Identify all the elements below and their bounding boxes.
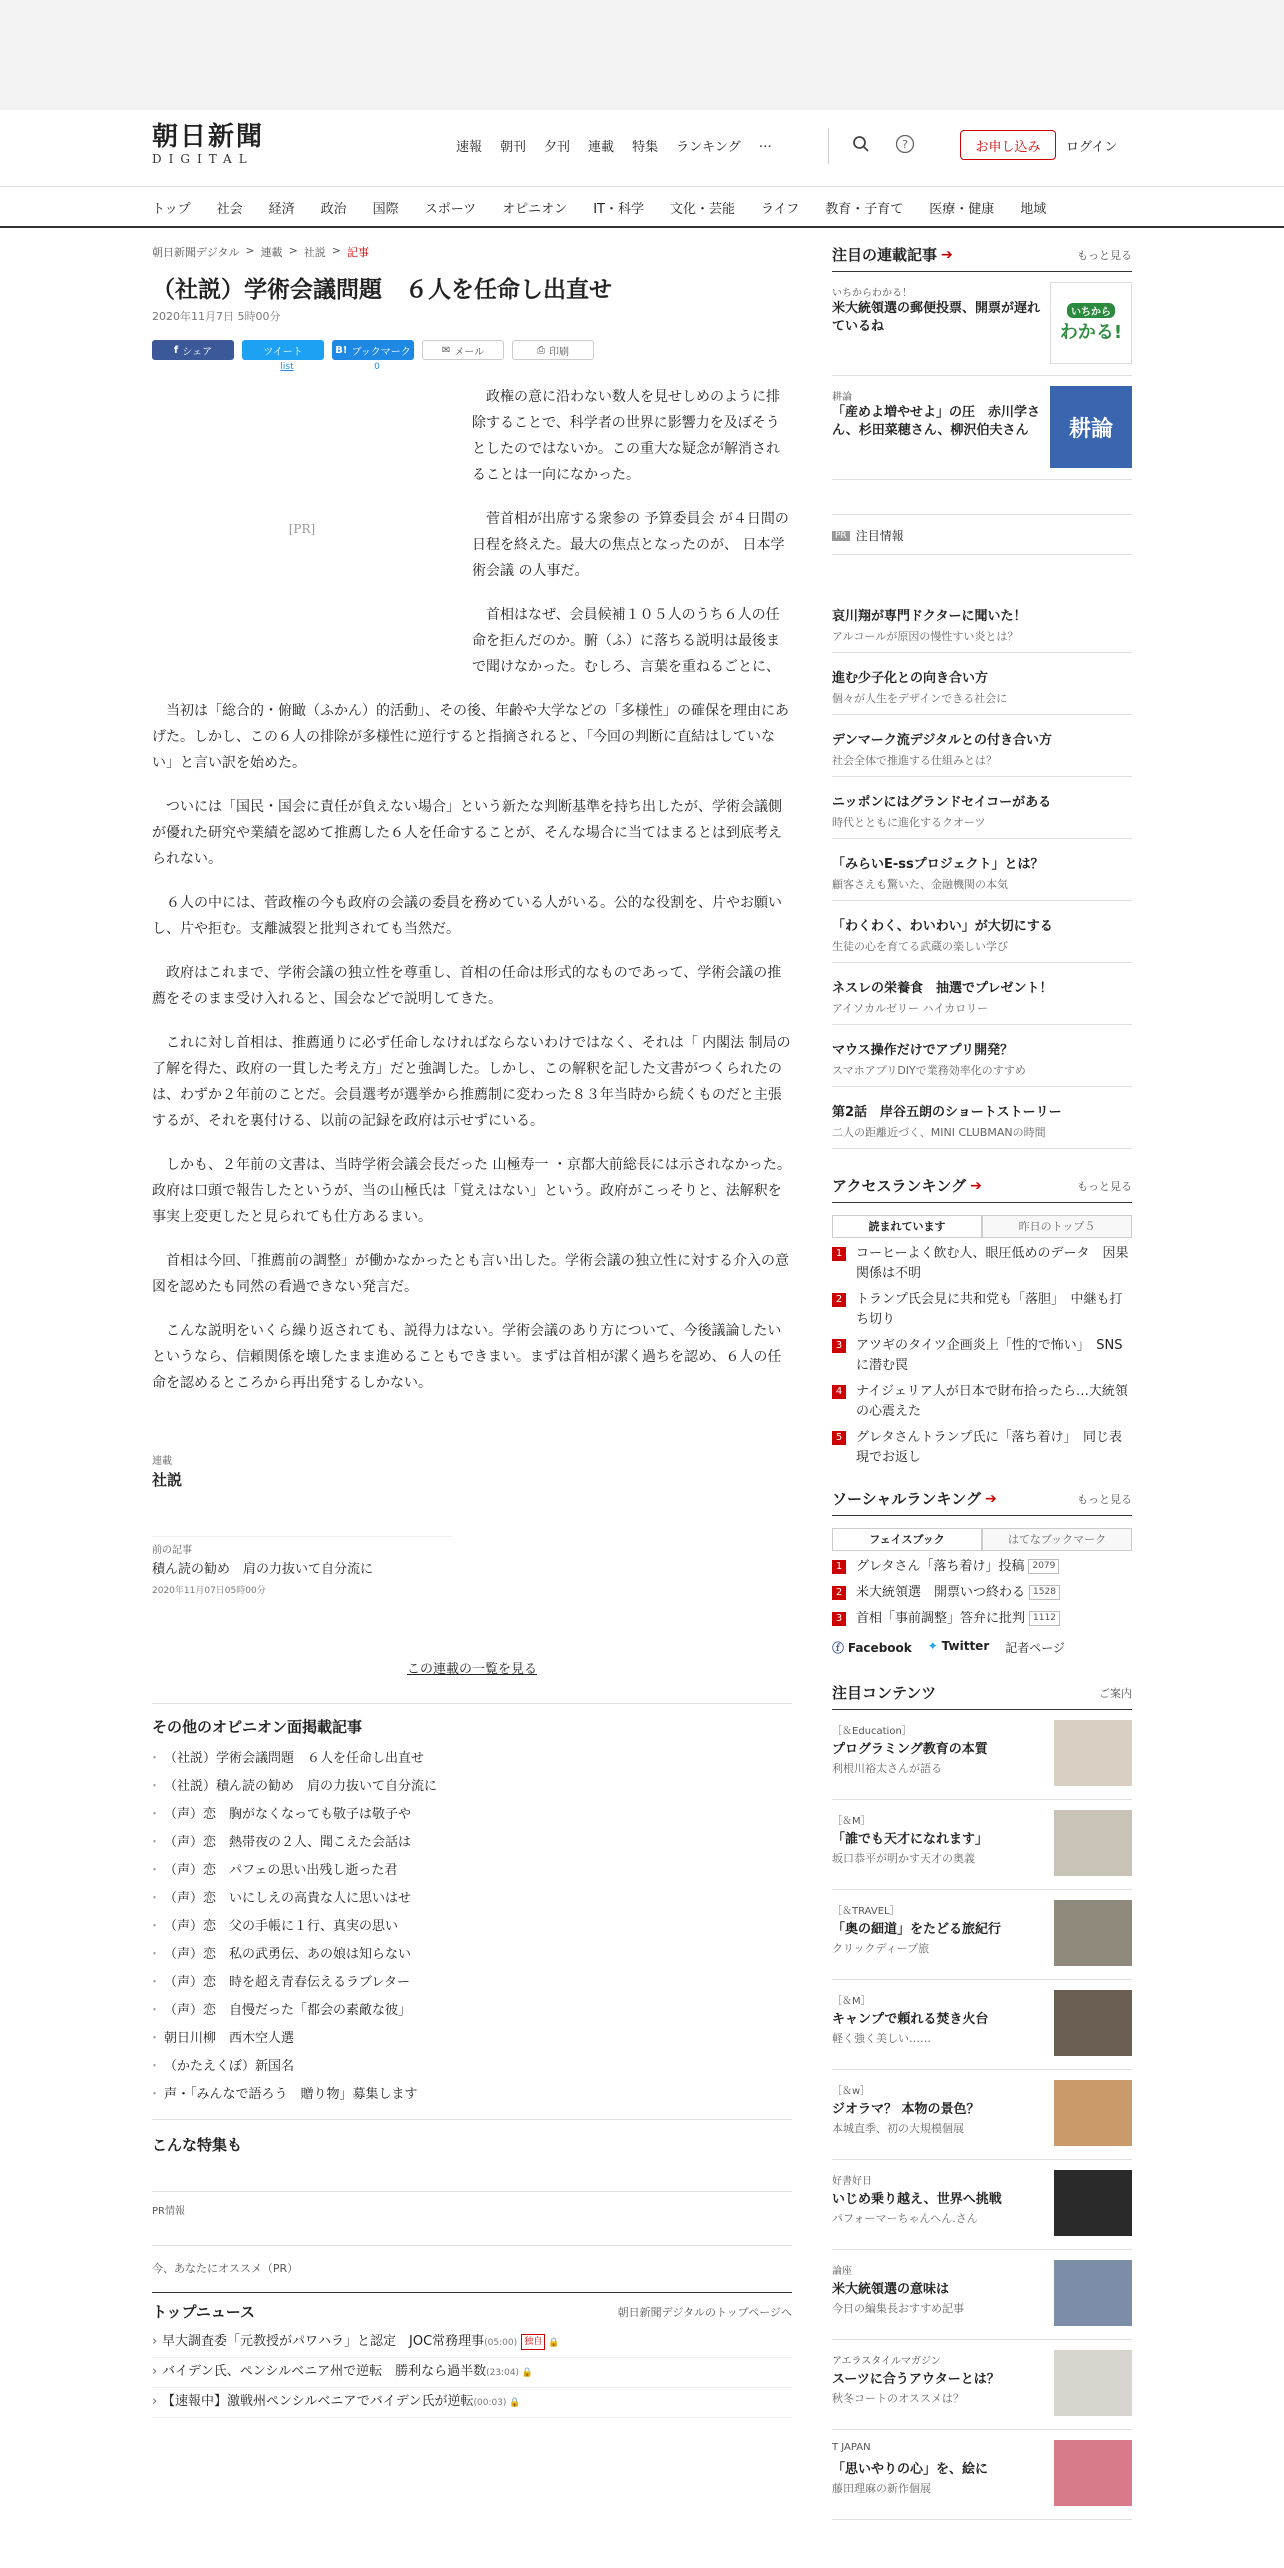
content-desc: 軽く強く美しい…… (832, 2032, 931, 2045)
breadcrumb-editorial[interactable]: 社説 (303, 246, 326, 259)
social-ranking-item[interactable] (832, 1557, 1132, 1577)
other-article-link[interactable]: ・ （声）恋 父の手帳に１行、真実の思い (152, 1913, 792, 1941)
ranking-item[interactable] (832, 1336, 1132, 1376)
print-icon: ⎙ (537, 344, 545, 356)
rank-number: 3 (832, 1612, 846, 1626)
content-title[interactable]: ジオラマ？ 本物の景色？ (832, 2102, 980, 2117)
focus-item-category: 耕論 (832, 392, 852, 403)
rank-number: 2 (832, 1586, 846, 1600)
content-title[interactable]: いじめ乗り越え、世界へ挑戦 (832, 2192, 1002, 2207)
pr-list (832, 591, 1132, 1149)
ranking-text[interactable]: アツギのタイツ企画炎上「性的で怖い」 SNSに潜む罠 (856, 1338, 1123, 1373)
pr-info-label: PR情報 (152, 2191, 792, 2217)
pr-info-title[interactable]: 「みらいE-ssプロジェクト」とは？ (832, 857, 1044, 872)
cat-culture[interactable]: 文化・芸能 (669, 202, 735, 217)
topnav-series[interactable]: 連載 (588, 140, 615, 155)
pr-info-title[interactable]: 第2話 岸谷五朗のショートストーリー (832, 1105, 1062, 1120)
rank-number: 2 (832, 1293, 846, 1307)
feature-section (152, 2119, 792, 2276)
featured-contents (832, 1682, 1132, 2520)
mail-share-button[interactable]: ✉ メール (422, 340, 504, 360)
topnav-feature[interactable]: 特集 (632, 140, 659, 155)
exclusive-badge: 独自 (521, 2334, 545, 2350)
topnav-more[interactable]: … (758, 136, 772, 151)
tweet-count[interactable]: list (280, 362, 294, 372)
content-image[interactable] (1054, 2350, 1132, 2416)
other-article-link[interactable]: ・ 朝日川柳 西木空人選 (152, 2025, 792, 2053)
ranking-text[interactable]: コーヒーよく飲む人、眼圧低めのデータ 因果関係は不明 (856, 1246, 1129, 1281)
content-title[interactable]: 米大統領選の意味は (832, 2282, 950, 2297)
article-paragraph: ついには「国民・国会に責任が負えない場合」という新たな判断基準を持ち出したが、学術会議側が優れた研究や業績を認めて推薦した６人を任命することが、そんな場合に当てはまるとは到底考えられない。 (152, 799, 782, 867)
cat-life[interactable]: ライフ (760, 202, 800, 217)
twitter-share-button[interactable]: ツイート (242, 340, 324, 360)
article-title: （社説）学術会議問題 ６人を任命し出直せ (152, 276, 612, 303)
share-counts (152, 362, 792, 372)
prev-title[interactable]: 積ん読の勧め 肩の力抜いて自分流に (152, 1562, 374, 1577)
prev-label: 前の記事 (152, 1545, 192, 1556)
topnews-item[interactable] (152, 2388, 792, 2418)
pr-info-item[interactable] (832, 1087, 1132, 1149)
focus-item-category: いちからわかる！ (832, 288, 912, 299)
content-title[interactable]: 「奥の細道」をたどる旅紀行 (832, 1922, 1002, 1937)
content-item[interactable] (832, 2250, 1132, 2340)
top-news (152, 2292, 792, 2418)
cat-sports[interactable]: スポーツ (424, 202, 477, 217)
other-article-link[interactable]: ・ （声）恋 自慢だった「都会の素敵な彼」 (152, 1997, 792, 2025)
twitter-link[interactable]: ✦ Twitter (927, 1639, 990, 1653)
social-ranking-text[interactable]: 米大統領選 開票いつ終わる (856, 1585, 1026, 1600)
pr-info-item[interactable] (832, 839, 1132, 901)
access-more-link[interactable]: もっと見る (1077, 1179, 1132, 1193)
content-category: T JAPAN (832, 2442, 871, 2453)
content-desc: パフォーマーちゃんへん.さん (832, 2212, 978, 2225)
social-links (832, 1639, 1132, 1656)
ranking-item[interactable] (832, 1290, 1132, 1330)
topnews-item[interactable] (152, 2328, 792, 2358)
content-desc: 利根川裕太さんが語る (832, 1762, 942, 1775)
content-title[interactable]: 「誰でも天才になれます」 (832, 1832, 989, 1847)
content-category: ［＆Education］ (832, 1726, 912, 1737)
pr-info-desc: 時代とともに進化するクオーツ (832, 816, 986, 829)
pr-info-title[interactable]: 「わくわく、わいわい」が大切にする (832, 919, 1053, 934)
arrow-right-icon: ➔ (941, 246, 953, 263)
hatena-bookmark-button[interactable]: B! ブックマーク (332, 340, 414, 360)
pr-info-desc: 生徒の心を育てる武蔵の楽しい学び (832, 940, 1008, 953)
social-ranking (832, 1488, 1132, 1656)
content-desc: 秋冬コートのオススメは？ (832, 2392, 964, 2405)
content-title[interactable]: スーツに合うアウターとは？ (832, 2372, 1000, 2387)
article-body (152, 384, 792, 1396)
twitter-icon: ✦ (927, 1639, 938, 1653)
content-desc: 今日の編集長おすすめ記事 (832, 2302, 965, 2315)
facebook-link[interactable]: ⓕ Facebook (832, 1641, 912, 1655)
content-category: ［＆w］ (832, 2086, 871, 2097)
content-category: 好書好日 (832, 2176, 872, 2187)
rank-number: 4 (832, 1385, 846, 1399)
cat-education[interactable]: 教育・子育て (825, 202, 904, 217)
topnews-text[interactable]: 早大調査委「元教授がパワハラ」と認定 JOC常務理事 (162, 2334, 485, 2349)
topnav-evening[interactable]: 夕刊 (544, 140, 571, 155)
social-ranking-text[interactable]: グレタさん「落ち着け」投稿 (856, 1559, 1025, 1574)
content-image[interactable] (1054, 1810, 1132, 1876)
pr-info-desc: 個々が人生をデザインできる社会に (832, 692, 1008, 705)
rank-number: 3 (832, 1339, 846, 1353)
access-title: アクセスランキング (832, 1177, 967, 1195)
feature-title: こんな特集も (152, 2136, 243, 2154)
access-ranking (832, 1175, 1132, 1468)
article-paragraph: これに対し首相は、推薦通りに必ず任命しなければならないわけではなく、それは「 内閣法 制局の了解を得た、政府の一貫した考え方」だと強調した。しかし、この解釈を記した文書がつくられたのは、わずか２年前のことだ。会員選考が選挙から推薦制に変わった８３年当時から続くものだと主張するが、それを裏付ける、以前の記録を政府は示せずにいる。 (152, 1035, 791, 1129)
top-ad-banner (0, 0, 1284, 110)
content-item[interactable] (832, 2340, 1132, 2430)
contents-title: 注目コンテンツ (832, 1684, 937, 1702)
series-category: 連載 (152, 1456, 172, 1467)
recommended-label: 今、あなたにオススメ（PR） (152, 2245, 792, 2276)
content-image[interactable] (1054, 2170, 1132, 2236)
series-list-link[interactable]: この連載の一覧を見る (406, 1662, 537, 1677)
focus-item-image[interactable]: 耕論 (1050, 386, 1132, 468)
article-paragraph: 政権の意に沿わない数人を見せしめのように排除することで、科学者の世界に影響力を及ぼそうとしたのではないか。この重大な疑念が解消されることは一向になかった。 (472, 389, 780, 483)
article-paragraph: 首相はなぜ、会員候補１０５人のうち６人の任命を拒んだのか。腑（ふ）に落ちる説明は最後まで聞けなかった。むしろ、言葉を重ねるごとに、 (472, 607, 780, 675)
other-article-link[interactable]: ・ （声）恋 パフェの思い出残し逝った君 (152, 1857, 792, 1885)
content-category: アエラスタイルマガジン (832, 2356, 941, 2367)
article-paragraph: ６人の中には、菅政権の今も政府の会議の委員を務めている人がいる。公的な役割を、片やお願いし、片や拒む。支離滅裂と批判されても当然だ。 (152, 895, 782, 937)
content-image[interactable] (1054, 1990, 1132, 2056)
cat-opinion[interactable]: オピニオン (502, 202, 568, 217)
article-paragraph: 菅首相が出席する衆参の 予算委員会 が４日間の日程を終えた。最大の焦点となったのが、 日本学術会議 の人事だ。 (472, 511, 789, 579)
content-desc: 本城直季、初の大規模個展 (832, 2122, 964, 2135)
cat-international[interactable]: 国際 (372, 202, 399, 217)
pr-info-desc: 顧客さえも驚いた、金融機関の本気 (832, 878, 1008, 891)
breadcrumb-home[interactable]: 朝日新聞デジタル (152, 246, 240, 259)
content-item[interactable] (832, 1980, 1132, 2070)
pr-info-desc: 社会全体で推進する仕組みとは？ (832, 754, 997, 767)
pr-head-label: 注目情報 (855, 529, 904, 543)
ranking-item[interactable] (832, 1244, 1132, 1284)
arrow-right-icon: ➔ (970, 1177, 982, 1194)
rank-number: 5 (832, 1431, 846, 1445)
signup-button[interactable]: お申し込み (960, 130, 1056, 160)
prev-date: 2020年11月07日05時00分 (152, 1586, 266, 1596)
previous-article[interactable] (152, 1536, 452, 1596)
category-nav (0, 186, 1284, 228)
search-icon[interactable] (850, 133, 872, 155)
other-article-link[interactable]: ・ （声）恋 胸がなくなっても敬子は敬子や (152, 1801, 792, 1829)
other-title: その他のオピニオン面掲載記事 (152, 1718, 363, 1736)
content-item[interactable] (832, 2160, 1132, 2250)
pr-info-title[interactable]: 哀川翔が専門ドクターに聞いた！ (832, 609, 1027, 624)
tab-yesterday-top5[interactable]: 昨日のトップ５ (982, 1215, 1132, 1237)
ranking-item[interactable] (832, 1382, 1132, 1422)
topnews-title: トップニュース (152, 2303, 256, 2321)
pr-info-title[interactable]: 進む少子化との向き合い方 (832, 671, 989, 686)
topnews-text[interactable]: 【速報中】激戦州ペンシルベニアでバイデン氏が逆転 (162, 2394, 474, 2409)
tab-most-read[interactable]: 読まれています (832, 1215, 982, 1237)
content-desc: クリックディープ旅 (832, 1942, 930, 1955)
cat-politics[interactable]: 政治 (320, 202, 347, 217)
lock-icon: 🔒 (545, 2338, 560, 2348)
bookmark-count[interactable]: 0 (374, 362, 380, 372)
site-header (0, 110, 1284, 178)
pr-info-desc: アイソカルゼリー ハイカロリー (832, 1002, 989, 1015)
content-image[interactable] (1054, 2440, 1132, 2506)
pr-info-title[interactable]: ネスレの栄養食 抽選でプレゼント！ (832, 981, 1053, 996)
rank-number: 1 (832, 1247, 846, 1261)
other-opinion-articles (152, 1703, 792, 2109)
content-item[interactable] (832, 1710, 1132, 1800)
content-category: ［＆M］ (832, 1816, 871, 1827)
sidebar (832, 244, 1132, 2520)
content-image[interactable] (1054, 2260, 1132, 2326)
focus-item-title[interactable]: 「産めよ増やせよ」の圧 赤川学さん、杉田菜穂さん、柳沢伯夫さん (832, 405, 1041, 438)
content-image[interactable] (1054, 2080, 1132, 2146)
cat-society[interactable]: 社会 (216, 202, 243, 217)
top-nav (456, 136, 772, 155)
help-icon[interactable] (894, 133, 916, 155)
content-item[interactable] (832, 2070, 1132, 2160)
logo-main: 朝日新聞 (152, 122, 265, 152)
content-category: 論座 (832, 2266, 852, 2277)
pr-info-head (832, 514, 1132, 555)
pr-info-desc: アルコールが原因の慢性すい炎とは？ (832, 630, 1019, 643)
topnews-time: (23:04) (486, 2368, 520, 2378)
content-desc: 坂口恭平が明かす天才の奥義 (832, 1852, 975, 1865)
cat-health[interactable]: 医療・健康 (929, 202, 995, 217)
tab-hatena[interactable]: はてなブックマーク (982, 1528, 1132, 1550)
article-paragraph: しかも、２年前の文書は、当時学術会議会長だった 山極寿一 ・京都大前総長には示されなかった。政府は口頭で報告したというが、当の山極氏は「覚えはない」という。政府がこっそりと、法解釈を事実上変更したと見られても仕方あるまい。 (152, 1157, 791, 1225)
cat-region[interactable]: 地域 (1020, 202, 1047, 217)
topnews-time: (05:00) (484, 2338, 518, 2348)
social-title: ソーシャルランキング (832, 1490, 981, 1508)
share-bar (152, 340, 792, 360)
focus-title: 注目の連載記事 (832, 246, 938, 264)
content-item[interactable] (832, 1800, 1132, 1890)
focus-item-image[interactable]: いちから わかる! (1050, 282, 1132, 364)
header-divider (828, 128, 829, 164)
pr-info-desc: スマホアプリDIYで業務効率化のすすめ (832, 1064, 1026, 1077)
lock-icon: 🔒 (519, 2368, 534, 2378)
share-count-badge: 1112 (1029, 1611, 1060, 1626)
topnav-ranking[interactable]: ランキング (676, 140, 741, 155)
focus-item[interactable] (832, 376, 1132, 480)
other-article-link[interactable]: ・ （かたえくぼ）新国名 (152, 2053, 792, 2081)
pr-info-item[interactable] (832, 777, 1132, 839)
content-title[interactable]: 「思いやりの心」を、絵に (832, 2462, 989, 2477)
pr-info-item[interactable] (832, 591, 1132, 653)
focus-item[interactable] (832, 272, 1132, 376)
article-paragraph: 首相は今回、「推薦前の調整」が働かなかったとも言い出した。学術会議の独立性に対する介入の意図を認めたも同然の看過できない発言だ。 (152, 1253, 789, 1295)
social-ranking-item[interactable] (832, 1583, 1132, 1603)
pr-info-item[interactable] (832, 963, 1132, 1025)
article-paragraph: こんな説明をいくら繰り返されても、説得力はない。学術会議のあり方について、今後議論したいというなら、信頼関係を壊したまま進めることもできまい。まずは首相が潔く過ちを認め、６人の任命を認めるところから再出発するしかない。 (152, 1323, 782, 1391)
reporter-page-link[interactable]: 記者ページ (1005, 1641, 1066, 1655)
mail-icon: ✉ (441, 344, 451, 356)
article-paragraph: 当初は「総合的・俯瞰（ふかん）的活動」、その後、年齢や大学などの「多様性」の確保を理由にあげた。しかし、この６人の排除が多様性に逆行すると指摘されると、「今回の判断に直結はしていない」と言い訳を始めた。 (152, 703, 789, 771)
cat-top[interactable]: トップ (152, 202, 191, 217)
share-count-badge: 1528 (1029, 1585, 1060, 1600)
content-desc: 藤田理麻の新作個展 (832, 2482, 931, 2495)
pr-ad-slot[interactable]: [PR] (288, 522, 316, 536)
cat-it-science[interactable]: IT・科学 (593, 202, 644, 217)
topnews-link[interactable]: 朝日新聞デジタルのトップページへ (617, 2305, 792, 2319)
pr-tag: PR (832, 531, 850, 541)
content-image[interactable] (1054, 1900, 1132, 1966)
print-button[interactable]: ⎙ 印刷 (512, 340, 594, 360)
topnews-text[interactable]: バイデン氏、ペンシルベニア州で逆転 勝利なら過半数 (162, 2364, 487, 2379)
series-name[interactable]: 社説 (152, 1471, 183, 1489)
topnav-morning[interactable]: 朝刊 (500, 140, 527, 155)
other-article-link[interactable]: ・ 声・「みんなで語ろう 贈り物」募集します (152, 2081, 792, 2109)
ranking-text[interactable]: ナイジェリア人が日本で財布拾ったら…大統領の心震えた (856, 1384, 1128, 1419)
article-paragraph: 政府はこれまで、学術会議の独立性を尊重し、首相の任命は形式的なものであって、学術会議の推薦をそのまま受け入れると、国会などで説明してきた。 (152, 965, 782, 1007)
article-main (152, 244, 792, 2418)
arrow-right-icon: ➔ (984, 1490, 997, 1507)
pr-info-title[interactable]: マウス操作だけでアプリ開発？ (832, 1043, 1014, 1058)
share-count-badge: 2079 (1028, 1559, 1059, 1574)
logo-sub: DIGITAL (152, 152, 254, 166)
cat-economy[interactable]: 経済 (268, 202, 295, 217)
social-ranking-item[interactable] (832, 1609, 1132, 1629)
facebook-icon: ⓕ (832, 1641, 845, 1655)
content-item[interactable] (832, 1890, 1132, 1980)
breadcrumb: 朝日新聞デジタル > 連載 > 社説 > 記事 (152, 244, 369, 259)
other-article-link[interactable]: ・ （社説）積ん読の勧め 肩の力抜いて自分流に (152, 1773, 792, 1801)
login-link[interactable]: ログイン (1066, 140, 1118, 155)
breadcrumb-current: 記事 (347, 246, 369, 259)
svg-text:?: ? (902, 138, 908, 151)
breadcrumb-series[interactable]: 連載 (260, 246, 283, 259)
pr-info-title[interactable]: デンマーク流デジタルとの付き合い方 (832, 733, 1052, 748)
focus-more-link[interactable]: もっと見る (1077, 248, 1132, 262)
lock-icon: 🔒 (506, 2398, 521, 2408)
topnews-time: (00:03) (473, 2398, 507, 2408)
content-category: ［＆M］ (832, 1996, 871, 2007)
pr-info-item[interactable] (832, 901, 1132, 963)
topnav-breaking[interactable]: 速報 (456, 140, 483, 155)
rank-number: 1 (832, 1560, 846, 1574)
facebook-share-button[interactable]: f シェア (152, 340, 234, 360)
focus-item-title[interactable]: 米大統領選の郵便投票、開票が遅れているね (832, 301, 1041, 334)
topnews-item[interactable] (152, 2358, 792, 2388)
pr-info-item[interactable] (832, 1025, 1132, 1087)
ranking-text[interactable]: トランプ氏会見に共和党も「落胆」 中継も打ち切り (856, 1292, 1123, 1327)
content-image[interactable] (1054, 1720, 1132, 1786)
other-article-link[interactable]: ・ （社説）学術会議問題 ６人を任命し出直せ (152, 1745, 792, 1773)
pr-info-desc: 二人の距離近づく、MINI CLUBMANの時間 (832, 1126, 1046, 1139)
other-article-link[interactable]: ・ （声）恋 時を超え青春伝えるラブレター (152, 1969, 792, 1997)
content-category: ［＆TRAVEL］ (832, 1906, 900, 1917)
content-title[interactable]: キャンプで頼れる焚き火台 (832, 2012, 989, 2027)
contents-guide-link[interactable]: ご案内 (1099, 1686, 1132, 1700)
article-date: 2020年11月7日 5時00分 (152, 310, 281, 323)
focus-series (832, 244, 1132, 480)
ranking-item[interactable] (832, 1428, 1132, 1468)
pr-info-item[interactable] (832, 653, 1132, 715)
pr-info-title[interactable]: ニッポンにはグランドセイコーがある (832, 795, 1052, 810)
pr-info-item[interactable] (832, 715, 1132, 777)
content-item[interactable] (832, 2430, 1132, 2520)
content-title[interactable]: プログラミング教育の本質 (832, 1742, 988, 1757)
ranking-text[interactable]: グレタさんトランプ氏に「落ち着け」 同じ表現でお返し (856, 1430, 1122, 1465)
other-article-link[interactable]: ・ （声）恋 熱帯夜の２人、聞こえた会話は (152, 1829, 792, 1857)
other-article-link[interactable]: ・ （声）恋 私の武勇伝、あの娘は知らない (152, 1941, 792, 1969)
other-article-link[interactable]: ・ （声）恋 いにしえの高貴な人に思いはせ (152, 1885, 792, 1913)
tab-facebook[interactable]: フェイスブック (832, 1528, 982, 1550)
social-more-link[interactable]: もっと見る (1077, 1492, 1132, 1506)
social-ranking-text[interactable]: 首相「事前調整」答弁に批判 (856, 1611, 1026, 1626)
series-box (152, 1452, 792, 1677)
site-logo[interactable] (152, 122, 264, 166)
